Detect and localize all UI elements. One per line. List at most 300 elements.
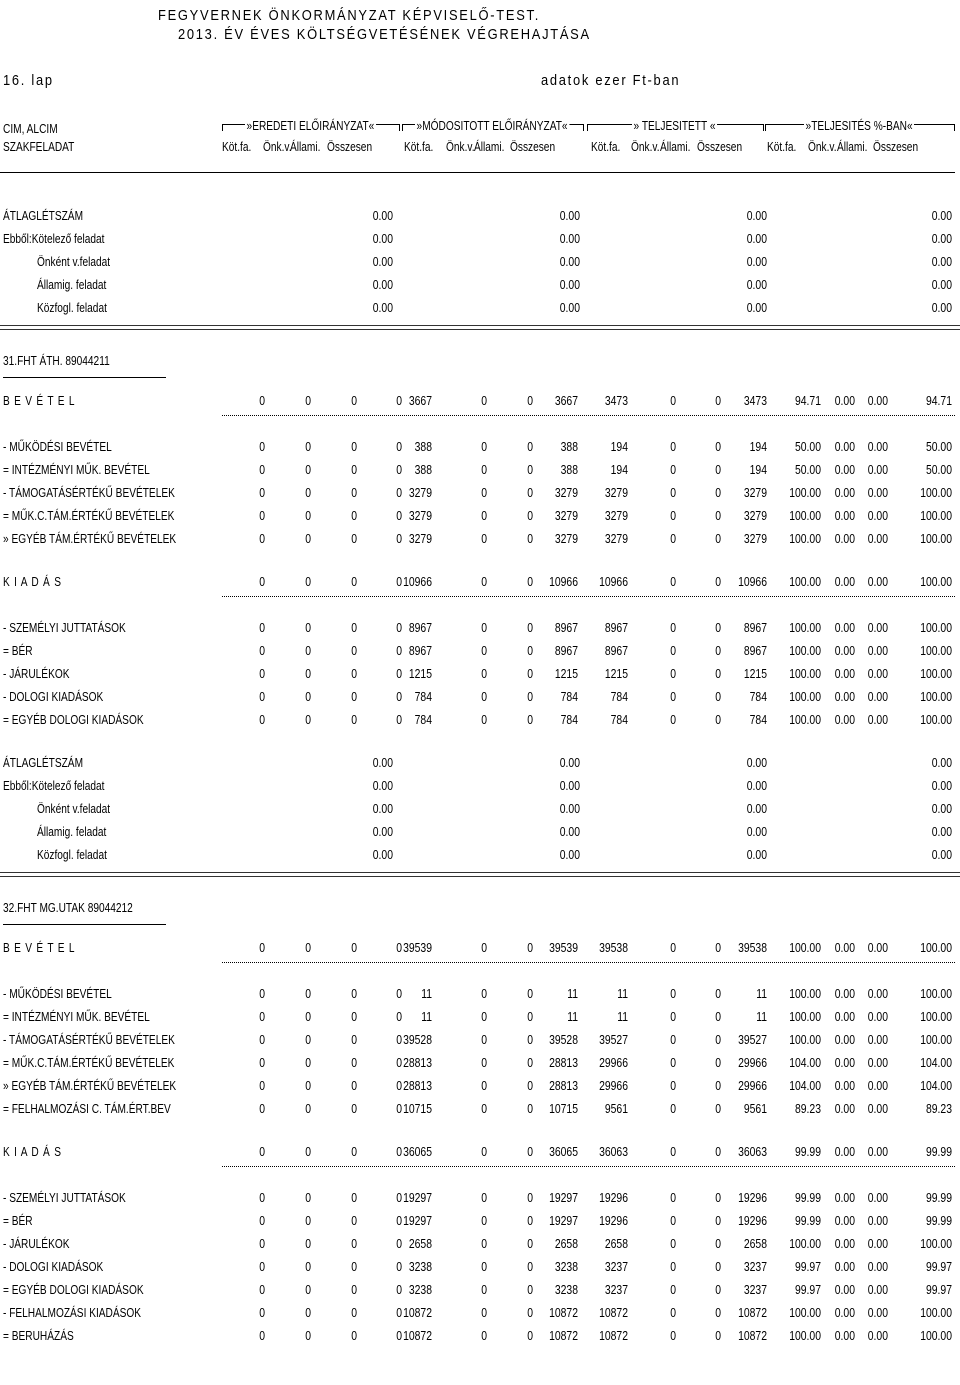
line-item-value: 0.00 xyxy=(867,1236,888,1251)
staff-value: 0.00 xyxy=(372,847,393,862)
line-item-value: 0.00 xyxy=(834,1236,855,1251)
line-item-value: 784 xyxy=(560,712,578,727)
line-item-value: 28813 xyxy=(403,1078,432,1093)
line-item-value: 0.00 xyxy=(834,485,855,500)
line-item-value: 100.00 xyxy=(920,508,952,523)
line-item-value: 1215 xyxy=(408,666,432,681)
line-item-value: 10872 xyxy=(599,1305,628,1320)
total-row-label: K I A D Á S xyxy=(3,1144,62,1159)
line-item-value: 8967 xyxy=(604,620,628,635)
column-subheading: Köt.fa. xyxy=(767,139,797,154)
line-item-value: 19296 xyxy=(738,1190,767,1205)
line-item-value: 0 xyxy=(259,712,265,727)
staff-value: 0.00 xyxy=(931,254,952,269)
line-item-value: 0.00 xyxy=(834,1055,855,1070)
line-item-value: 0 xyxy=(670,712,676,727)
line-item-value: 0 xyxy=(305,508,311,523)
line-item-value: 3238 xyxy=(408,1259,432,1274)
line-item-value: 8967 xyxy=(408,643,432,658)
line-item-value: 104.00 xyxy=(920,1078,952,1093)
line-item-value: 29966 xyxy=(738,1055,767,1070)
section-separator xyxy=(0,872,960,877)
line-item-value: 0 xyxy=(527,1328,533,1343)
total-value: 0 xyxy=(396,1144,402,1159)
line-item-value: 0 xyxy=(670,1305,676,1320)
line-item-value: 39528 xyxy=(403,1032,432,1047)
line-item-value: 0 xyxy=(715,1328,721,1343)
line-item-value: 0 xyxy=(351,1055,357,1070)
line-item-value: 99.97 xyxy=(794,1282,821,1297)
total-value: 0 xyxy=(305,393,311,408)
line-item-value: 3238 xyxy=(408,1282,432,1297)
total-value: 36065 xyxy=(403,1144,432,1159)
line-item-value: 99.99 xyxy=(794,1213,821,1228)
line-item-value: 0.00 xyxy=(867,1055,888,1070)
line-item-value: 0 xyxy=(396,689,402,704)
line-item-value: 100.00 xyxy=(789,689,821,704)
column-group-label: » TELJESITETT « xyxy=(633,118,716,133)
line-item-value: 100.00 xyxy=(789,531,821,546)
line-item-value: 100.00 xyxy=(920,1305,952,1320)
line-item-value: 194 xyxy=(749,439,767,454)
line-item-value: 0 xyxy=(481,531,487,546)
line-item-value: 0.00 xyxy=(867,485,888,500)
line-item-value: 100.00 xyxy=(920,1032,952,1047)
line-item-value: 0.00 xyxy=(867,643,888,658)
section-title-underline xyxy=(3,924,166,925)
line-item-value: 0.00 xyxy=(867,1032,888,1047)
line-item-value: 0 xyxy=(396,462,402,477)
column-group-label: »MÓDOSITOTT ELŐIRÁNYZAT« xyxy=(416,118,568,133)
line-item-value: 39527 xyxy=(738,1032,767,1047)
line-item-value: 784 xyxy=(560,689,578,704)
line-item-value: 11 xyxy=(756,1009,767,1024)
line-item-value: 784 xyxy=(414,689,432,704)
line-item-value: 10872 xyxy=(738,1305,767,1320)
line-item-label: = BERUHÁZÁS xyxy=(3,1328,74,1343)
total-value: 0 xyxy=(527,1144,533,1159)
line-item-label: - SZEMÉLYI JUTTATÁSOK xyxy=(3,620,126,635)
total-value: 39539 xyxy=(403,940,432,955)
staff-value: 0.00 xyxy=(372,755,393,770)
line-item-value: 0 xyxy=(715,1032,721,1047)
line-item-value: 1215 xyxy=(604,666,628,681)
unit-note: adatok ezer Ft-ban xyxy=(541,72,681,89)
line-item-value: 0 xyxy=(396,508,402,523)
staff-value: 0.00 xyxy=(559,300,580,315)
line-item-value: 0 xyxy=(670,1236,676,1251)
line-item-value: 194 xyxy=(749,462,767,477)
staff-value: 0.00 xyxy=(746,778,767,793)
staff-value: 0.00 xyxy=(559,824,580,839)
line-item-value: 0 xyxy=(396,712,402,727)
staff-value: 0.00 xyxy=(931,778,952,793)
line-item-value: 10872 xyxy=(549,1305,578,1320)
line-item-value: 19296 xyxy=(599,1213,628,1228)
line-item-value: 104.00 xyxy=(789,1055,821,1070)
line-item-label: » EGYÉB TÁM.ÉRTÉKŰ BEVÉTELEK xyxy=(3,531,177,546)
line-item-value: 0 xyxy=(305,1328,311,1343)
line-item-value: 0 xyxy=(305,1032,311,1047)
line-item-value: 100.00 xyxy=(920,1328,952,1343)
line-item-value: 19297 xyxy=(403,1213,432,1228)
report-subtitle: 2013. ÉV ÉVES KÖLTSÉGVETÉSÉNEK VÉGREHAJTÁSA xyxy=(178,26,591,43)
total-value: 39539 xyxy=(549,940,578,955)
line-item-value: 0 xyxy=(259,1213,265,1228)
line-item-value: 11 xyxy=(567,1009,578,1024)
line-item-value: 0 xyxy=(351,1009,357,1024)
total-value: 0 xyxy=(481,940,487,955)
staff-value: 0.00 xyxy=(746,801,767,816)
line-item-value: 0 xyxy=(396,439,402,454)
line-item-value: 0 xyxy=(527,643,533,658)
line-item-value: 0 xyxy=(396,666,402,681)
line-item-value: 0 xyxy=(259,485,265,500)
line-item-value: 28813 xyxy=(403,1055,432,1070)
line-item-value: 0 xyxy=(305,666,311,681)
line-item-value: 99.99 xyxy=(925,1190,952,1205)
line-item-value: 100.00 xyxy=(789,485,821,500)
line-item-value: 0 xyxy=(481,1055,487,1070)
line-item-value: 0 xyxy=(670,620,676,635)
staff-value: 0.00 xyxy=(372,208,393,223)
staff-value: 0.00 xyxy=(559,254,580,269)
line-item-value: 28813 xyxy=(549,1078,578,1093)
line-item-value: 3238 xyxy=(554,1259,578,1274)
line-item-value: 0 xyxy=(351,1213,357,1228)
staff-value: 0.00 xyxy=(372,254,393,269)
line-item-value: 0 xyxy=(351,508,357,523)
total-value: 0 xyxy=(670,940,676,955)
line-item-value: 0 xyxy=(481,1009,487,1024)
total-value: 0 xyxy=(481,574,487,589)
line-item-value: 0 xyxy=(305,986,311,1001)
total-value: 100.00 xyxy=(920,940,952,955)
line-item-value: 3237 xyxy=(743,1282,767,1297)
line-item-value: 0 xyxy=(396,1009,402,1024)
total-value: 100.00 xyxy=(789,940,821,955)
total-value: 10966 xyxy=(549,574,578,589)
column-subheading: Önk.v. xyxy=(446,139,475,154)
line-item-label: = MŰK.C.TÁM.ÉRTÉKŰ BEVÉTELEK xyxy=(3,508,175,523)
column-subheading: Önk.v. xyxy=(263,139,292,154)
line-item-value: 0.00 xyxy=(834,508,855,523)
line-item-label: » EGYÉB TÁM.ÉRTÉKŰ BEVÉTELEK xyxy=(3,1078,177,1093)
line-item-value: 0 xyxy=(305,1282,311,1297)
column-subheading: Önk.v. xyxy=(631,139,660,154)
line-item-value: 0 xyxy=(351,666,357,681)
line-item-value: 0 xyxy=(259,1032,265,1047)
line-item-value: 8967 xyxy=(743,643,767,658)
line-item-value: 0 xyxy=(481,1282,487,1297)
line-item-value: 99.99 xyxy=(794,1190,821,1205)
staff-value: 0.00 xyxy=(931,231,952,246)
line-item-value: 89.23 xyxy=(794,1101,821,1116)
line-item-value: 0.00 xyxy=(867,1009,888,1024)
line-item-value: 0 xyxy=(481,1328,487,1343)
line-item-value: 0 xyxy=(396,1213,402,1228)
line-item-value: 0 xyxy=(481,712,487,727)
line-item-value: 784 xyxy=(414,712,432,727)
line-item-value: 0 xyxy=(527,712,533,727)
line-item-value: 0 xyxy=(527,689,533,704)
line-item-value: 194 xyxy=(610,439,628,454)
total-value: 0 xyxy=(305,940,311,955)
total-value: 0 xyxy=(396,940,402,955)
total-value: 10966 xyxy=(738,574,767,589)
line-item-value: 0 xyxy=(527,462,533,477)
staff-row-label: Önként v.feladat xyxy=(37,801,111,816)
line-item-value: 100.00 xyxy=(789,1328,821,1343)
total-value: 0 xyxy=(351,940,357,955)
line-item-label: - JÁRULÉKOK xyxy=(3,666,70,681)
line-item-label: = EGYÉB DOLOGI KIADÁSOK xyxy=(3,1282,144,1297)
line-item-value: 100.00 xyxy=(920,689,952,704)
staff-value: 0.00 xyxy=(746,254,767,269)
line-item-value: 0 xyxy=(481,1259,487,1274)
line-item-value: 0 xyxy=(715,1213,721,1228)
staff-value: 0.00 xyxy=(372,824,393,839)
line-item-value: 0 xyxy=(259,1236,265,1251)
line-item-value: 0 xyxy=(259,462,265,477)
total-value: 0.00 xyxy=(867,1144,888,1159)
line-item-label: - TÁMOGATÁSÉRTÉKŰ BEVÉTELEK xyxy=(3,485,175,500)
column-subheading: Összesen xyxy=(510,139,556,154)
line-item-value: 0 xyxy=(670,508,676,523)
line-item-value: 0 xyxy=(481,1032,487,1047)
total-value: 100.00 xyxy=(920,574,952,589)
line-item-value: 100.00 xyxy=(789,712,821,727)
staff-row-label: ÁTLAGLÉTSZÁM xyxy=(3,755,84,770)
line-item-value: 100.00 xyxy=(920,531,952,546)
section-title-underline xyxy=(3,377,166,378)
line-item-value: 100.00 xyxy=(789,643,821,658)
total-value: 36063 xyxy=(599,1144,628,1159)
total-value: 10966 xyxy=(599,574,628,589)
line-item-value: 9561 xyxy=(604,1101,628,1116)
staff-row-label: Ebből:Kötelező feladat xyxy=(3,778,105,793)
line-item-value: 3238 xyxy=(554,1282,578,1297)
line-item-value: 50.00 xyxy=(925,462,952,477)
line-item-value: 0 xyxy=(259,531,265,546)
staff-value: 0.00 xyxy=(559,778,580,793)
staff-value: 0.00 xyxy=(559,208,580,223)
line-item-value: 0 xyxy=(481,462,487,477)
line-item-value: 0 xyxy=(481,1305,487,1320)
line-item-value: 0 xyxy=(715,1101,721,1116)
line-item-value: 0 xyxy=(527,1190,533,1205)
line-item-value: 19297 xyxy=(549,1190,578,1205)
line-item-value: 388 xyxy=(560,462,578,477)
line-item-value: 3279 xyxy=(408,508,432,523)
total-value: 99.99 xyxy=(794,1144,821,1159)
line-item-value: 10872 xyxy=(599,1328,628,1343)
line-item-value: 0 xyxy=(670,1055,676,1070)
line-item-value: 0 xyxy=(259,643,265,658)
line-item-value: 0 xyxy=(305,689,311,704)
staff-row-label: Közfogl. feladat xyxy=(37,300,107,315)
line-item-value: 8967 xyxy=(604,643,628,658)
line-item-value: 0 xyxy=(259,508,265,523)
line-item-label: - JÁRULÉKOK xyxy=(3,1236,70,1251)
line-item-value: 2658 xyxy=(408,1236,432,1251)
line-item-value: 3237 xyxy=(604,1282,628,1297)
total-row-label: K I A D Á S xyxy=(3,574,62,589)
line-item-value: 0.00 xyxy=(867,1101,888,1116)
staff-value: 0.00 xyxy=(931,824,952,839)
line-item-value: 0.00 xyxy=(834,531,855,546)
line-item-value: 0.00 xyxy=(834,462,855,477)
line-item-value: 100.00 xyxy=(920,620,952,635)
line-item-value: 0 xyxy=(670,986,676,1001)
line-item-value: 29966 xyxy=(738,1078,767,1093)
line-item-value: 0 xyxy=(481,1101,487,1116)
line-item-value: 0.00 xyxy=(834,1259,855,1274)
line-item-value: 0 xyxy=(715,689,721,704)
line-item-value: 0 xyxy=(670,1328,676,1343)
staff-value: 0.00 xyxy=(931,801,952,816)
line-item-value: 11 xyxy=(567,986,578,1001)
line-item-value: 0 xyxy=(481,666,487,681)
line-item-value: 0 xyxy=(305,1259,311,1274)
line-item-value: 0 xyxy=(481,986,487,1001)
column-subheading: Összesen xyxy=(697,139,743,154)
line-item-value: 0 xyxy=(481,1213,487,1228)
line-item-value: 0.00 xyxy=(867,1282,888,1297)
line-item-value: 0 xyxy=(351,620,357,635)
staff-value: 0.00 xyxy=(931,208,952,223)
line-item-value: 0 xyxy=(670,1282,676,1297)
section-title: 32.FHT MG.UTAK 89044212 xyxy=(3,900,133,915)
total-value: 3667 xyxy=(408,393,432,408)
total-value: 39538 xyxy=(599,940,628,955)
staff-value: 0.00 xyxy=(746,755,767,770)
line-item-value: 0.00 xyxy=(867,986,888,1001)
line-item-value: 10715 xyxy=(403,1101,432,1116)
line-item-value: 388 xyxy=(414,439,432,454)
line-item-value: 8967 xyxy=(554,620,578,635)
line-item-value: 0 xyxy=(527,620,533,635)
total-value: 0 xyxy=(305,1144,311,1159)
line-item-value: 19296 xyxy=(599,1190,628,1205)
line-item-value: 0 xyxy=(527,1101,533,1116)
line-item-value: 0 xyxy=(481,1236,487,1251)
line-item-value: 3279 xyxy=(743,531,767,546)
line-item-value: 100.00 xyxy=(920,485,952,500)
line-item-value: 0 xyxy=(396,1236,402,1251)
line-item-value: 0 xyxy=(481,439,487,454)
line-item-value: 11 xyxy=(617,1009,628,1024)
line-item-value: 0.00 xyxy=(834,1009,855,1024)
line-item-value: 0 xyxy=(670,1190,676,1205)
line-item-value: 0 xyxy=(670,531,676,546)
line-item-value: 100.00 xyxy=(920,1009,952,1024)
line-item-value: 0 xyxy=(527,508,533,523)
line-item-value: 0 xyxy=(670,643,676,658)
line-item-value: 388 xyxy=(560,439,578,454)
line-item-value: 0 xyxy=(715,620,721,635)
staff-value: 0.00 xyxy=(746,847,767,862)
line-item-value: 0 xyxy=(259,439,265,454)
total-value: 0 xyxy=(259,393,265,408)
staff-value: 0.00 xyxy=(372,300,393,315)
line-item-value: 0.00 xyxy=(834,1190,855,1205)
line-item-value: 0 xyxy=(527,439,533,454)
line-item-value: 0 xyxy=(351,462,357,477)
line-item-value: 0.00 xyxy=(834,1305,855,1320)
line-item-value: 3279 xyxy=(554,508,578,523)
line-item-value: 0 xyxy=(305,1009,311,1024)
line-item-value: 0 xyxy=(527,1282,533,1297)
line-item-value: 0.00 xyxy=(867,439,888,454)
staff-value: 0.00 xyxy=(746,231,767,246)
line-item-value: 0 xyxy=(259,1078,265,1093)
staff-row-label: Államig. feladat xyxy=(37,824,107,839)
total-value: 10966 xyxy=(403,574,432,589)
total-value: 0 xyxy=(715,940,721,955)
staff-value: 0.00 xyxy=(559,755,580,770)
line-item-value: 0 xyxy=(305,643,311,658)
line-item-value: 0 xyxy=(259,1101,265,1116)
line-item-value: 0.00 xyxy=(834,620,855,635)
line-item-value: 0 xyxy=(259,986,265,1001)
total-value: 0 xyxy=(670,1144,676,1159)
staff-row-label: Közfogl. feladat xyxy=(37,847,107,862)
line-item-value: 50.00 xyxy=(794,462,821,477)
line-item-value: 0.00 xyxy=(867,1328,888,1343)
line-item-value: 0 xyxy=(259,1305,265,1320)
line-item-value: 11 xyxy=(617,986,628,1001)
line-item-value: 194 xyxy=(610,462,628,477)
total-value: 3473 xyxy=(604,393,628,408)
total-value: 0 xyxy=(481,393,487,408)
line-item-value: 0 xyxy=(351,439,357,454)
line-item-value: 0 xyxy=(715,1305,721,1320)
line-item-value: 3279 xyxy=(554,485,578,500)
line-item-value: 100.00 xyxy=(789,666,821,681)
line-item-label: - MŰKÖDÉSI BEVÉTEL xyxy=(3,439,112,454)
line-item-value: 0.00 xyxy=(834,1282,855,1297)
line-item-value: 0 xyxy=(396,620,402,635)
line-item-value: 99.99 xyxy=(925,1213,952,1228)
line-item-value: 0.00 xyxy=(867,1259,888,1274)
line-item-value: 0 xyxy=(670,1078,676,1093)
line-item-label: - DOLOGI KIADÁSOK xyxy=(3,689,104,704)
line-item-value: 0 xyxy=(305,1305,311,1320)
line-item-value: 0.00 xyxy=(834,1078,855,1093)
line-item-value: 50.00 xyxy=(925,439,952,454)
line-item-value: 0 xyxy=(259,689,265,704)
total-value: 0 xyxy=(670,393,676,408)
staff-row-label: ÁTLAGLÉTSZÁM xyxy=(3,208,84,223)
total-value: 36063 xyxy=(738,1144,767,1159)
line-item-value: 0 xyxy=(527,1032,533,1047)
line-item-value: 2658 xyxy=(743,1236,767,1251)
line-item-value: 2658 xyxy=(604,1236,628,1251)
line-item-value: 0 xyxy=(259,1328,265,1343)
line-item-value: 0 xyxy=(259,1259,265,1274)
line-item-value: 1215 xyxy=(743,666,767,681)
column-subheading: Önk.v. xyxy=(808,139,837,154)
line-item-value: 100.00 xyxy=(920,986,952,1001)
staff-value: 0.00 xyxy=(931,847,952,862)
line-item-value: 0 xyxy=(670,689,676,704)
line-item-value: 0 xyxy=(351,1259,357,1274)
line-item-value: 0 xyxy=(481,1190,487,1205)
line-item-value: 0.00 xyxy=(834,1101,855,1116)
line-item-value: 10872 xyxy=(403,1328,432,1343)
line-item-value: 0.00 xyxy=(867,1213,888,1228)
